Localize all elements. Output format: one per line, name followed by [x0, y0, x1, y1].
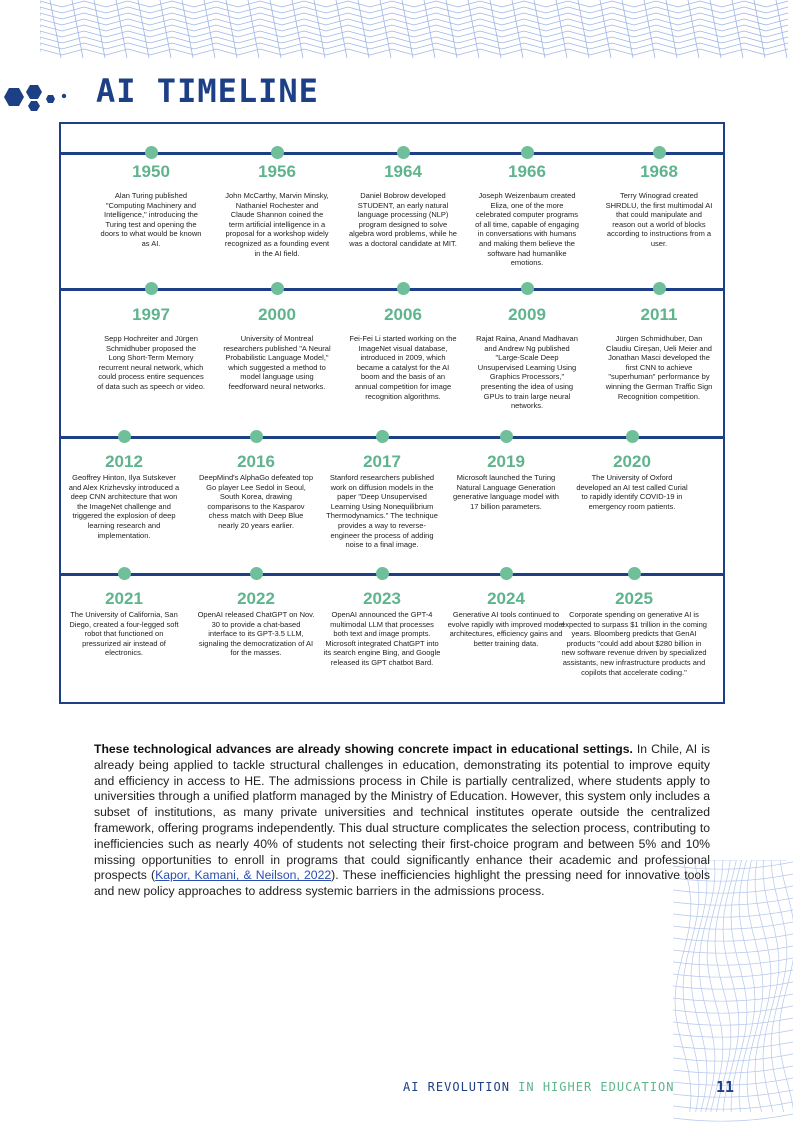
timeline-year: 2011: [640, 305, 678, 324]
timeline-year: 2020: [613, 452, 651, 471]
timeline-dot: [653, 282, 666, 295]
body-paragraph: [94, 742, 710, 900]
timeline-description: Rajat Raina, Anand Madhavan and Andrew Ng published "Large-Scale Deep Unsupervised Learning Using Graphics Processors," presenting the idea of using GPUs to train large neural networks.: [476, 334, 578, 411]
timeline-description: OpenAI announced the GPT-4 multimodal LLM that processes both text and image prompts. Microsoft integrated ChatGPT into its search engine Bing, and Google released its GPT chatbot Bard.: [323, 610, 441, 667]
timeline-dot: [118, 430, 131, 443]
timeline-description: Microsoft launched the Turing Natural Language Generation generative language model with 17 billion parameters.: [453, 473, 559, 511]
timeline-description: Alan Turing published "Computing Machinery and Intelligence," introducing the Turing test and opening the doors to what would be known as AI.: [100, 191, 202, 248]
timeline-year: 2006: [384, 305, 422, 324]
timeline-row-line: [59, 152, 725, 155]
timeline-dot: [628, 567, 641, 580]
timeline-year: 2016: [237, 452, 275, 471]
timeline-description: Terry Winograd created SHRDLU, the first multimodal AI that could manipulate and reason out a world of blocks according to instructions from a user.: [605, 191, 713, 248]
timeline-year: 2022: [237, 589, 275, 608]
footer-label-part1: AI REVOLUTION: [403, 1080, 510, 1094]
timeline-description: Geoffrey Hinton, Ilya Sutskever and Alex Krizhevsky introduced a deep CNN architecture that won the ImageNet challenge and triggered the explosion of deep learning research and implementation.: [68, 473, 180, 540]
timeline-description: DeepMind's AlphaGo defeated top Go player Lee Sedol in Seoul, South Korea, drawing comparisons to the Kasparov chess match with Deep Blue nearly 20 years earlier.: [198, 473, 313, 530]
timeline-dot: [397, 146, 410, 159]
timeline-description: Stanford researchers published work on diffusion models in the paper "Deep Unsupervised Learning Using Nonequilibrium Thermodynamics." The technique provides a way to reverse-engineer the process of adding noise to a final image.: [326, 473, 438, 550]
timeline-description: The University of California, San Diego, created a four-legged soft robot that functioned on pressurized air instead of electronics.: [69, 610, 179, 658]
timeline-year: 1964: [384, 162, 422, 181]
timeline-dot: [145, 282, 158, 295]
timeline-year: 2021: [105, 589, 143, 608]
body-text-part1: In Chile, AI is already being applied to tackle structural challenges in education, demonstrating its potential to improve equity and efficiency in access to HE. The admissions process in Chile is partially centralized, where students apply to universities through a unified platform managed by the Ministry of Education. However, this system only includes a subset of institutions, as many private universities and technical institutes operate outside the centralized framework, offering programs independently. This dual structure complicates the selection process, contributing to inefficiencies such as nearly 40% of students not selecting their first-choice program and between 5% and 10% missing opportunities to enroll in programs that could significantly enhance their academic and professional prospects (: [94, 742, 710, 883]
timeline-row-line: [59, 288, 725, 291]
footer-label: [403, 1080, 674, 1094]
timeline-dot: [626, 430, 639, 443]
timeline-description: OpenAI released ChatGPT on Nov. 30 to provide a chat-based interface to its GPT-3.5 LLM, signaling the democratization of AI for the masses.: [197, 610, 315, 658]
timeline-year: 2012: [105, 452, 143, 471]
timeline-dot: [653, 146, 666, 159]
timeline-dot: [521, 282, 534, 295]
timeline-year: 1956: [258, 162, 296, 181]
timeline-description: Generative AI tools continued to evolve rapidly with improved model architectures, efficiency gains and better training data.: [447, 610, 565, 648]
page-number: 11: [716, 1078, 735, 1096]
timeline-dot: [271, 146, 284, 159]
timeline-description: Joseph Weizenbaum created Eliza, one of the more celebrated computer programs of all time, capable of engaging in conversations with humans and making them believe the software had humanlike emotions.: [475, 191, 579, 268]
timeline-row-line: [59, 573, 725, 576]
footer-label-part2: IN HIGHER EDUCATION: [509, 1080, 675, 1094]
timeline-dot: [521, 146, 534, 159]
timeline-year: 2023: [363, 589, 401, 608]
timeline-year: 2019: [487, 452, 525, 471]
timeline-dot: [376, 430, 389, 443]
timeline-description: Jürgen Schmidhuber, Dan Claudiu Cireșan, Ueli Meier and Jonathan Masci developed the first CNN to achieve "superhuman" performance by winning the German Traffic Sign Recognition competition.: [605, 334, 713, 401]
timeline-description: John McCarthy, Marvin Minsky, Nathaniel Rochester and Claude Shannon coined the term artificial intelligence in a proposal for a workshop widely recognized as a founding event in the AI field.: [224, 191, 330, 258]
timeline-year: 2024: [487, 589, 525, 608]
decorative-wave-pattern: [40, 0, 793, 62]
timeline-year: 2009: [508, 305, 546, 324]
timeline-dot: [500, 567, 513, 580]
timeline-dot: [397, 282, 410, 295]
timeline-year: 1950: [132, 162, 170, 181]
timeline-dot: [500, 430, 513, 443]
timeline-year: 2017: [363, 452, 401, 471]
timeline-dot: [250, 430, 263, 443]
timeline-year: 2000: [258, 305, 296, 324]
timeline-description: Corporate spending on generative AI is expected to surpass $1 trillion in the coming years. Bloomberg predicts that GenAI products "could add about $280 billion in new software revenue driven by specialized assistants, new infrastructure products and copilots that accelerate coding.": [561, 610, 707, 677]
timeline-description: Sepp Hochreiter and Jürgen Schmidhuber proposed the Long Short-Term Memory recurrent neural network, which could process entire sequences of data such as speech or video.: [97, 334, 205, 391]
timeline-description: Daniel Bobrow developed STUDENT, an early natural language processing (NLP) program designed to solve algebra word problems, while he was a doctoral candidate at MIT.: [349, 191, 457, 248]
timeline-dot: [376, 567, 389, 580]
lead-sentence: These technological advances are already showing concrete impact in educational settings.: [94, 742, 633, 756]
timeline-year: 1966: [508, 162, 546, 181]
timeline-description: Fei-Fei Li started working on the ImageNet visual database, introduced in 2009, which became a catalyst for the AI boom and the basis of an annual competition for image recognition algorithms.: [349, 334, 457, 401]
citation-link[interactable]: Kapor, Kamani, & Neilson, 2022: [155, 868, 332, 883]
page-title: AI TIMELINE: [96, 72, 319, 110]
timeline-dot: [271, 282, 284, 295]
timeline-description: The University of Oxford developed an AI test called Curial to rapidly identify COVID-19 in emergency room patients.: [576, 473, 688, 511]
timeline-dot: [118, 567, 131, 580]
timeline-year: 2025: [615, 589, 653, 608]
timeline-year: 1997: [132, 305, 170, 324]
timeline-dot: [145, 146, 158, 159]
body-text-part2: ). These inefficiencies highlight the pressing need for innovative tools and new policy approaches to address systemic barriers in the admissions process.: [94, 868, 710, 899]
hexagon-dots-icon: [0, 82, 80, 112]
timeline-description: University of Montreal researchers published "A Neural Probabilistic Language Model," which suggested a method to model language using feedforward neural networks.: [223, 334, 331, 391]
timeline-dot: [250, 567, 263, 580]
timeline-year: 1968: [640, 162, 678, 181]
